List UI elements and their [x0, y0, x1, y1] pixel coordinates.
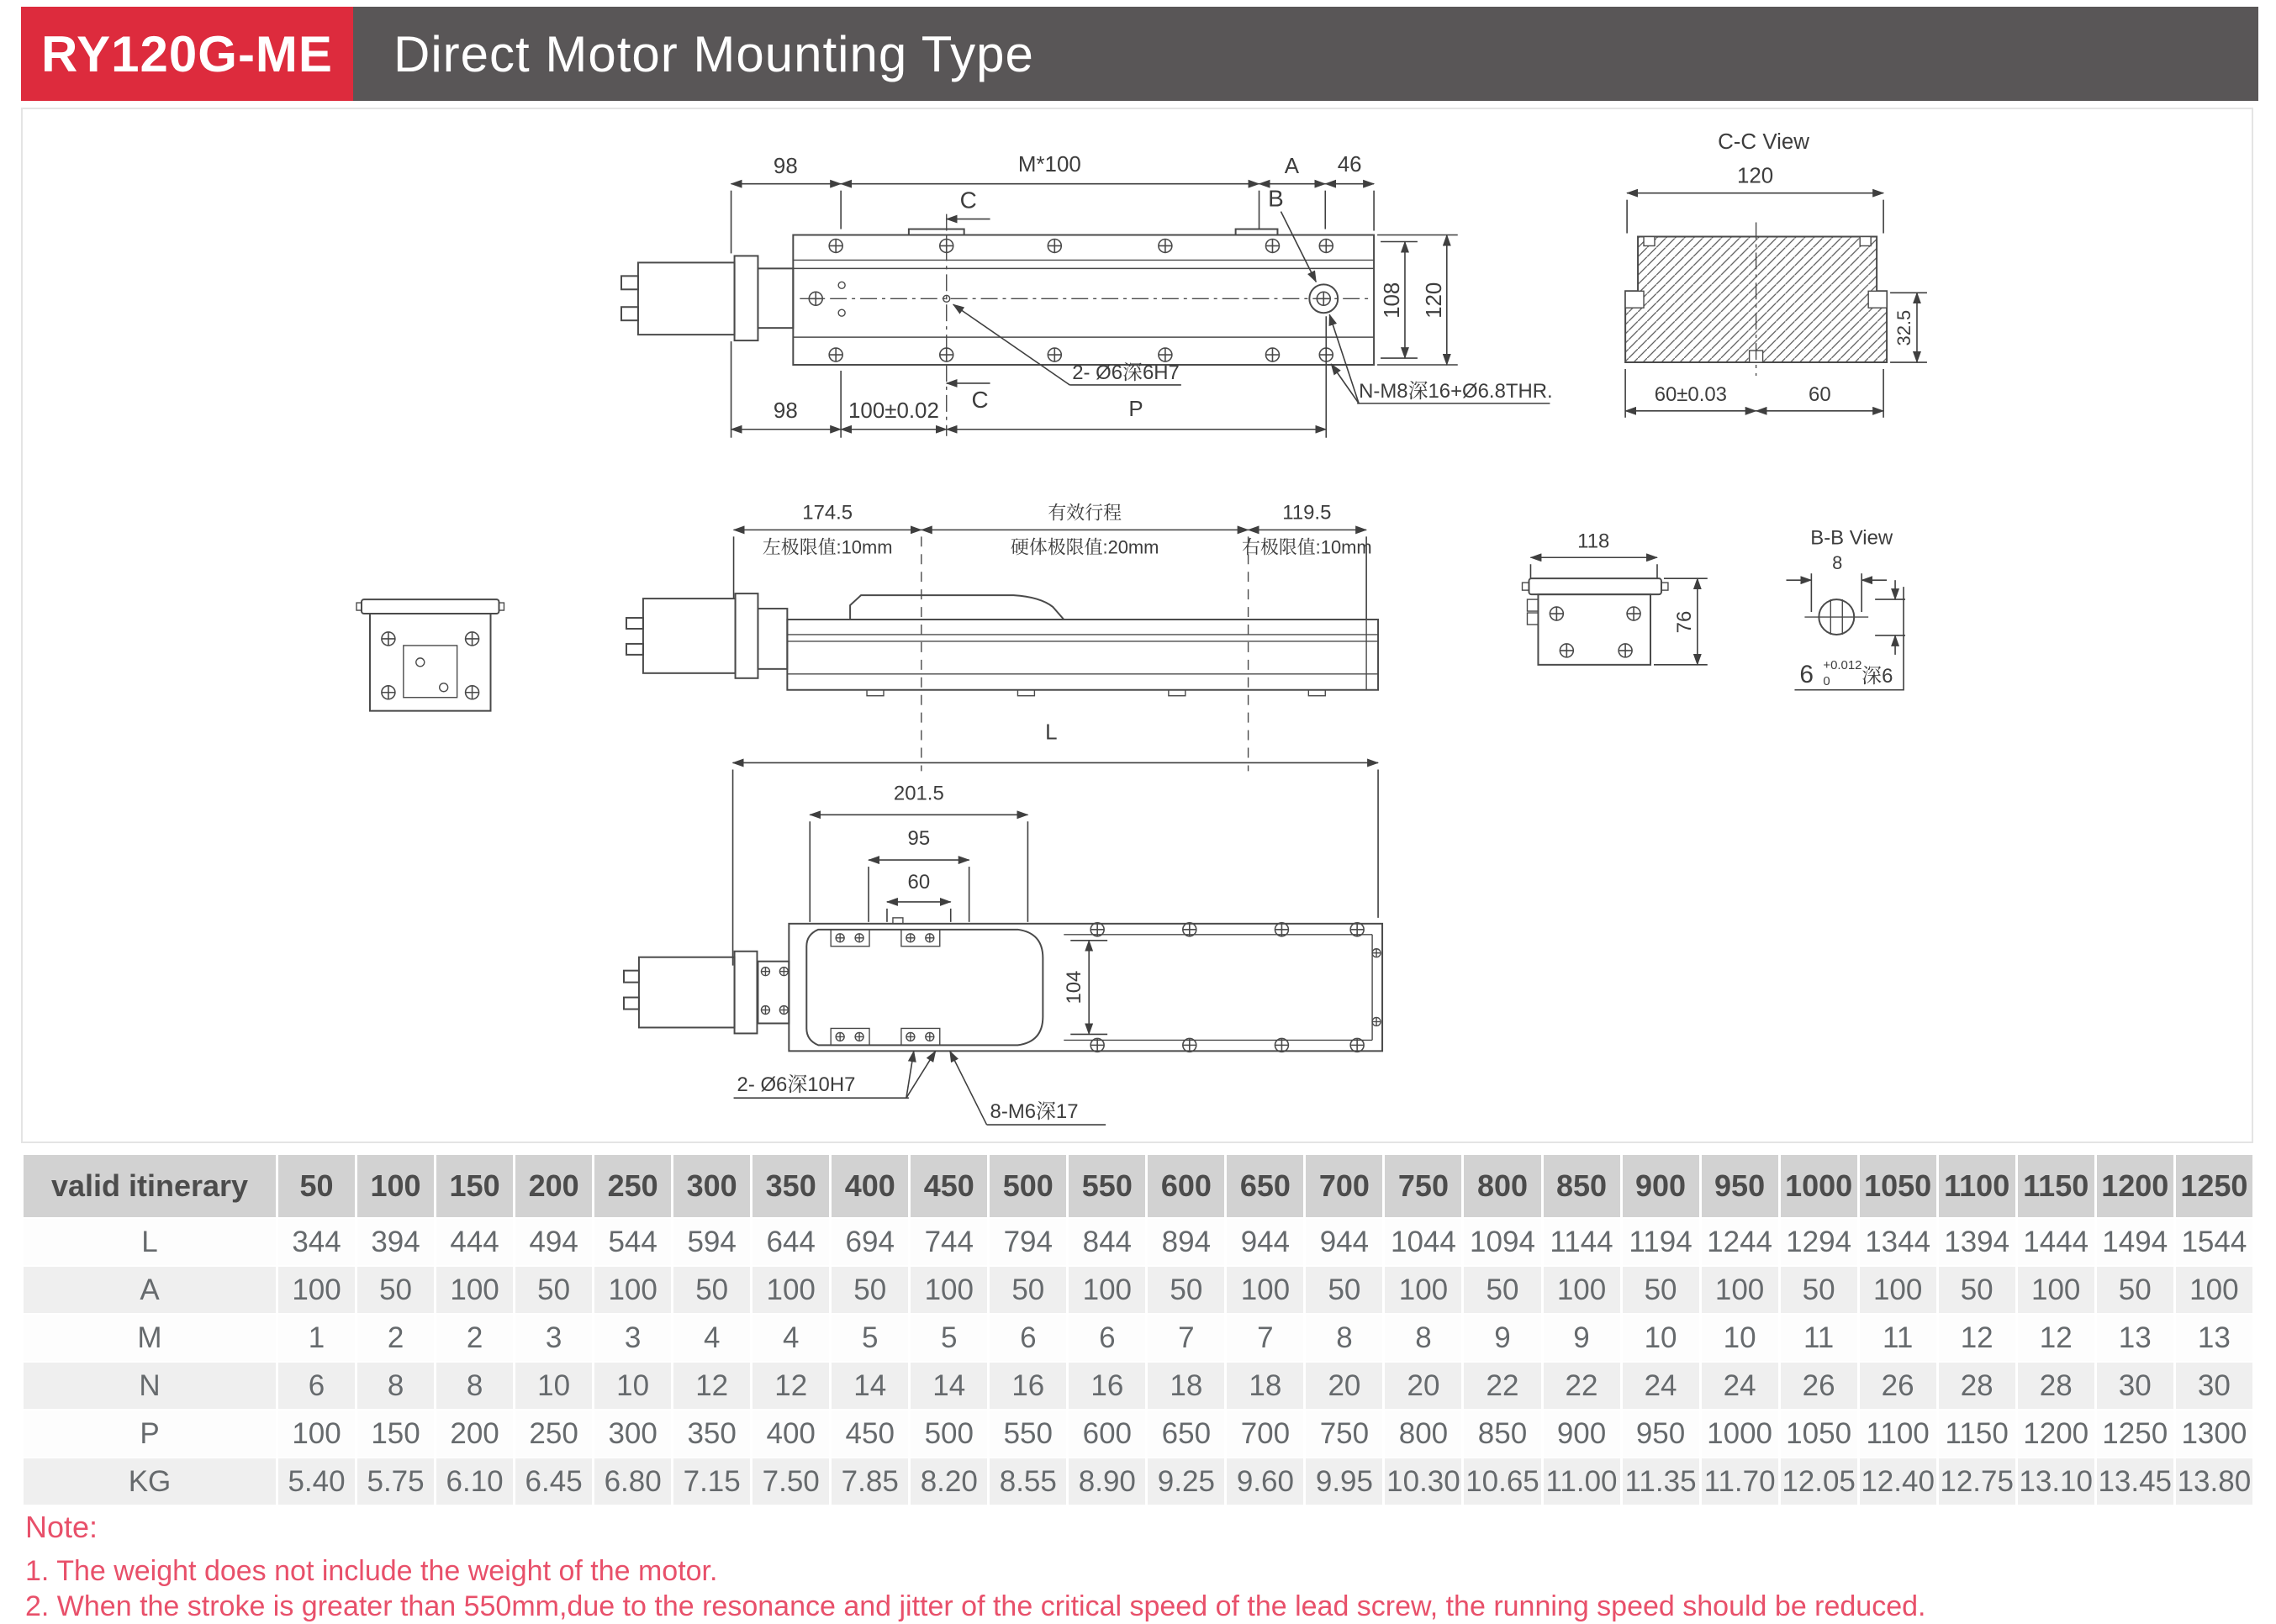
drawing-panel	[21, 108, 2253, 1143]
cell-value: 400	[753, 1410, 829, 1457]
cell-value: 6	[1069, 1315, 1145, 1361]
row-label: P	[24, 1410, 276, 1457]
cell-value: 13	[2097, 1315, 2173, 1361]
side-dim-174-5: 174.5	[802, 501, 853, 525]
col-header-stroke: 1000	[1781, 1155, 1857, 1217]
cell-value: 16	[1069, 1363, 1145, 1409]
cell-value: 8.20	[911, 1458, 987, 1505]
cell-value: 800	[1385, 1410, 1461, 1457]
cell-value: 10	[1702, 1315, 1778, 1361]
bb-dim-8: 8	[1832, 552, 1843, 574]
callout-thread-holes: N-M8深16+Ø6.8THR.	[1359, 379, 1553, 403]
side-view	[626, 501, 1378, 771]
cell-value: 18	[1148, 1363, 1224, 1409]
col-header-stroke: 100	[357, 1155, 434, 1217]
cell-value: 1200	[2018, 1410, 2094, 1457]
cell-value: 3	[594, 1315, 671, 1361]
right-end-view	[1523, 530, 1708, 665]
dim-100: 100±0.02	[848, 398, 939, 423]
cell-value: 13	[2176, 1315, 2252, 1361]
cell-value: 1050	[1781, 1410, 1857, 1457]
cell-value: 650	[1148, 1410, 1224, 1457]
bb-view-title: B-B View	[1810, 526, 1893, 550]
table-row	[24, 1315, 2252, 1361]
cell-value: 28	[1939, 1363, 2015, 1409]
cell-value: 28	[2018, 1363, 2094, 1409]
cell-value: 100	[1702, 1267, 1778, 1313]
dim-98-bottom: 98	[773, 398, 798, 423]
cell-value: 100	[1385, 1267, 1461, 1313]
cell-value: 344	[278, 1219, 355, 1265]
page-title: Direct Motor Mounting Type	[393, 25, 1034, 82]
col-header-stroke: 50	[278, 1155, 355, 1217]
cell-value: 13.80	[2176, 1458, 2252, 1505]
cell-value: 50	[1464, 1267, 1540, 1313]
cc-view	[1625, 130, 1927, 418]
cell-value: 894	[1148, 1219, 1224, 1265]
cell-value: 100	[1860, 1267, 1936, 1313]
cell-value: 100	[1069, 1267, 1145, 1313]
cell-value: 11	[1860, 1315, 1936, 1361]
cell-value: 2	[436, 1315, 513, 1361]
cell-value: 50	[990, 1267, 1066, 1313]
dim-46: 46	[1337, 152, 1362, 177]
table-row	[24, 1219, 2252, 1265]
cell-value: 350	[673, 1410, 750, 1457]
cell-value: 20	[1306, 1363, 1382, 1409]
cell-value: 20	[1385, 1363, 1461, 1409]
cell-value: 1394	[1939, 1219, 2015, 1265]
cell-value: 6.45	[515, 1458, 592, 1505]
cell-value: 50	[1781, 1267, 1857, 1313]
cc-dim-120: 120	[1736, 164, 1774, 188]
cell-value: 12.75	[1939, 1458, 2015, 1505]
dim-108: 108	[1380, 282, 1404, 319]
spec-table	[21, 1153, 2255, 1506]
cell-value: 944	[1306, 1219, 1382, 1265]
cell-value: 700	[1227, 1410, 1303, 1457]
cc-view-title: C-C View	[1718, 129, 1810, 154]
col-header-stroke: 600	[1148, 1155, 1224, 1217]
col-header-stroke: 250	[594, 1155, 671, 1217]
table-row	[24, 1267, 2252, 1313]
header	[21, 7, 2258, 101]
row-label: M	[24, 1315, 276, 1361]
cell-value: 550	[990, 1410, 1066, 1457]
col-header-stroke: 1200	[2097, 1155, 2173, 1217]
col-header-stroke: 500	[990, 1155, 1066, 1217]
notes-title: Note:	[25, 1510, 98, 1544]
cc-dim-60: 60	[1809, 382, 1831, 406]
cell-value: 22	[1544, 1363, 1620, 1409]
section-label-c-top: C	[959, 187, 977, 214]
cell-value: 10	[515, 1363, 592, 1409]
cell-value: 12	[2018, 1315, 2094, 1361]
end-dim-118: 118	[1577, 530, 1610, 553]
cell-value: 150	[357, 1410, 434, 1457]
table-row	[24, 1363, 2252, 1409]
cell-value: 100	[594, 1267, 671, 1313]
col-header-stroke: 350	[753, 1155, 829, 1217]
cell-value: 10.65	[1464, 1458, 1540, 1505]
cell-value: 30	[2097, 1363, 2173, 1409]
cell-value: 6	[278, 1363, 355, 1409]
cell-value: 7	[1148, 1315, 1224, 1361]
side-limit-right: 右极限值:10mm	[1242, 536, 1372, 558]
cell-value: 1544	[2176, 1219, 2252, 1265]
side-limit-left: 左极限值:10mm	[762, 536, 893, 558]
cell-value: 11	[1781, 1315, 1857, 1361]
cell-value: 694	[832, 1219, 908, 1265]
cell-value: 12.40	[1860, 1458, 1936, 1505]
bottom-view	[624, 721, 1382, 1126]
col-header-label: valid itinerary	[24, 1155, 276, 1217]
cell-value: 26	[1860, 1363, 1936, 1409]
cell-value: 11.70	[1702, 1458, 1778, 1505]
cell-value: 13.45	[2097, 1458, 2173, 1505]
cell-value: 1444	[2018, 1219, 2094, 1265]
cell-value: 7.50	[753, 1458, 829, 1505]
point-label-b: B	[1268, 185, 1284, 212]
col-header-stroke: 850	[1544, 1155, 1620, 1217]
col-header-stroke: 1050	[1860, 1155, 1936, 1217]
cell-value: 12	[753, 1363, 829, 1409]
cell-value: 7.15	[673, 1458, 750, 1505]
cell-value: 100	[436, 1267, 513, 1313]
bottom-dim-95: 95	[907, 827, 931, 851]
cell-value: 1494	[2097, 1219, 2173, 1265]
cell-value: 1000	[1702, 1410, 1778, 1457]
cell-value: 4	[753, 1315, 829, 1361]
col-header-stroke: 700	[1306, 1155, 1382, 1217]
col-header-stroke: 1250	[2176, 1155, 2252, 1217]
cell-value: 300	[594, 1410, 671, 1457]
cell-value: 9.95	[1306, 1458, 1382, 1505]
notes	[25, 1510, 1926, 1624]
cell-value: 1150	[1939, 1410, 2015, 1457]
cell-value: 50	[1306, 1267, 1382, 1313]
dim-98-top: 98	[773, 154, 798, 178]
cell-value: 9.60	[1227, 1458, 1303, 1505]
cell-value: 450	[832, 1410, 908, 1457]
col-header-stroke: 650	[1227, 1155, 1303, 1217]
model-badge: RY120G-ME	[21, 7, 353, 101]
cell-value: 1244	[1702, 1219, 1778, 1265]
cell-value: 394	[357, 1219, 434, 1265]
bottom-dim-104: 104	[1063, 970, 1086, 1004]
cell-value: 100	[2018, 1267, 2094, 1313]
technical-drawing	[23, 109, 2252, 1142]
cell-value: 100	[753, 1267, 829, 1313]
cell-value: 11.35	[1623, 1458, 1699, 1505]
cell-value: 18	[1227, 1363, 1303, 1409]
row-label: N	[24, 1363, 276, 1409]
bottom-callout-dowel: 2- Ø6深10H7	[737, 1073, 856, 1097]
cell-value: 1294	[1781, 1219, 1857, 1265]
cell-value: 9.25	[1148, 1458, 1224, 1505]
bb-depth: 深6	[1861, 664, 1893, 688]
cell-value: 100	[278, 1267, 355, 1313]
table-row	[24, 1458, 2252, 1505]
cell-value: 12	[1939, 1315, 2015, 1361]
side-hard-limit: 硬体极限值:20mm	[1010, 536, 1159, 558]
table-row	[24, 1410, 2252, 1457]
cell-value: 6.10	[436, 1458, 513, 1505]
cell-value: 9	[1544, 1315, 1620, 1361]
cell-value: 744	[911, 1219, 987, 1265]
cell-value: 50	[1623, 1267, 1699, 1313]
cell-value: 14	[911, 1363, 987, 1409]
cell-value: 22	[1464, 1363, 1540, 1409]
dim-p: P	[1128, 397, 1143, 421]
cell-value: 4	[673, 1315, 750, 1361]
cell-value: 50	[515, 1267, 592, 1313]
cell-value: 11.00	[1544, 1458, 1620, 1505]
cell-value: 100	[911, 1267, 987, 1313]
cell-value: 850	[1464, 1410, 1540, 1457]
cell-value: 1300	[2176, 1410, 2252, 1457]
bb-dim-6: 6	[1799, 660, 1814, 688]
cell-value: 8	[1306, 1315, 1382, 1361]
row-label: A	[24, 1267, 276, 1313]
cell-value: 2	[357, 1315, 434, 1361]
dim-120: 120	[1422, 282, 1446, 319]
cell-value: 844	[1069, 1219, 1145, 1265]
col-header-stroke: 300	[673, 1155, 750, 1217]
cell-value: 7.85	[832, 1458, 908, 1505]
cell-value: 8	[1385, 1315, 1461, 1361]
cell-value: 1044	[1385, 1219, 1461, 1265]
cell-value: 444	[436, 1219, 513, 1265]
cell-value: 8.90	[1069, 1458, 1145, 1505]
col-header-stroke: 150	[436, 1155, 513, 1217]
cell-value: 1094	[1464, 1219, 1540, 1265]
callout-dowel-holes: 2- Ø6深6H7	[1072, 361, 1180, 384]
row-label: KG	[24, 1458, 276, 1505]
cell-value: 7	[1227, 1315, 1303, 1361]
bottom-dim-201-5: 201.5	[893, 782, 944, 805]
cell-value: 3	[515, 1315, 592, 1361]
cell-value: 100	[278, 1410, 355, 1457]
cell-value: 6.80	[594, 1458, 671, 1505]
col-header-stroke: 1100	[1939, 1155, 2015, 1217]
cell-value: 24	[1702, 1363, 1778, 1409]
cell-value: 50	[673, 1267, 750, 1313]
cell-value: 794	[990, 1219, 1066, 1265]
side-dim-119-5: 119.5	[1282, 501, 1332, 525]
cell-value: 10	[594, 1363, 671, 1409]
spec-table-wrap	[21, 1153, 2255, 1506]
cell-value: 594	[673, 1219, 750, 1265]
cell-value: 24	[1623, 1363, 1699, 1409]
section-label-c-bottom: C	[971, 386, 989, 413]
cell-value: 5.40	[278, 1458, 355, 1505]
dim-a: A	[1284, 154, 1300, 178]
cell-value: 1250	[2097, 1410, 2173, 1457]
cell-value: 9	[1464, 1315, 1540, 1361]
note-line-1: 1. The weight does not include the weight of the motor.	[25, 1555, 718, 1587]
cell-value: 500	[911, 1410, 987, 1457]
cell-value: 50	[1939, 1267, 2015, 1313]
col-header-stroke: 450	[911, 1155, 987, 1217]
cell-value: 5	[832, 1315, 908, 1361]
cell-value: 950	[1623, 1410, 1699, 1457]
dim-m100: M*100	[1017, 152, 1081, 177]
col-header-stroke: 800	[1464, 1155, 1540, 1217]
cell-value: 750	[1306, 1410, 1382, 1457]
bb-tol-upper: +0.012	[1823, 657, 1862, 672]
cc-dim-32-5: 32.5	[1893, 309, 1915, 346]
cell-value: 8.55	[990, 1458, 1066, 1505]
cell-value: 1344	[1860, 1219, 1936, 1265]
cell-value: 10	[1623, 1315, 1699, 1361]
bottom-dim-60: 60	[907, 870, 931, 894]
col-header-stroke: 550	[1069, 1155, 1145, 1217]
col-header-stroke: 950	[1702, 1155, 1778, 1217]
cell-value: 1	[278, 1315, 355, 1361]
col-header-stroke: 400	[832, 1155, 908, 1217]
cell-value: 1144	[1544, 1219, 1620, 1265]
cell-value: 30	[2176, 1363, 2252, 1409]
col-header-stroke: 1150	[2018, 1155, 2094, 1217]
row-label: L	[24, 1219, 276, 1265]
side-stroke-label: 有效行程	[1048, 502, 1122, 524]
cell-value: 10.30	[1385, 1458, 1461, 1505]
bottom-callout-thread: 8-M6深17	[990, 1100, 1079, 1124]
cell-value: 1194	[1623, 1219, 1699, 1265]
end-dim-76: 76	[1672, 610, 1696, 634]
bb-tol-lower: 0	[1823, 673, 1830, 688]
cell-value: 12	[673, 1363, 750, 1409]
cell-value: 100	[1227, 1267, 1303, 1313]
cell-value: 8	[436, 1363, 513, 1409]
cc-dim-60tol: 60±0.03	[1654, 382, 1727, 406]
cell-value: 6	[990, 1315, 1066, 1361]
cell-value: 50	[2097, 1267, 2173, 1313]
col-header-stroke: 750	[1385, 1155, 1461, 1217]
col-header-stroke: 200	[515, 1155, 592, 1217]
cell-value: 14	[832, 1363, 908, 1409]
cell-value: 50	[1148, 1267, 1224, 1313]
bb-view	[1786, 526, 1905, 689]
cell-value: 100	[2176, 1267, 2252, 1313]
cell-value: 26	[1781, 1363, 1857, 1409]
left-end-view	[356, 599, 504, 711]
cell-value: 544	[594, 1219, 671, 1265]
cell-value: 644	[753, 1219, 829, 1265]
col-header-stroke: 900	[1623, 1155, 1699, 1217]
cell-value: 5.75	[357, 1458, 434, 1505]
cell-value: 494	[515, 1219, 592, 1265]
cell-value: 5	[911, 1315, 987, 1361]
cell-value: 250	[515, 1410, 592, 1457]
cell-value: 600	[1069, 1410, 1145, 1457]
cell-value: 100	[1544, 1267, 1620, 1313]
cell-value: 50	[357, 1267, 434, 1313]
cell-value: 50	[832, 1267, 908, 1313]
cell-value: 1100	[1860, 1410, 1936, 1457]
bottom-dim-l: L	[1045, 720, 1058, 745]
cell-value: 944	[1227, 1219, 1303, 1265]
cell-value: 200	[436, 1410, 513, 1457]
note-line-2: 2. When the stroke is greater than 550mm,due to the resonance and jitter of the critical speed of the lead screw, the running speed should be reduced.	[25, 1590, 1926, 1623]
cell-value: 12.05	[1781, 1458, 1857, 1505]
cell-value: 16	[990, 1363, 1066, 1409]
top-view	[621, 153, 1553, 438]
cell-value: 13.10	[2018, 1458, 2094, 1505]
cell-value: 900	[1544, 1410, 1620, 1457]
cell-value: 8	[357, 1363, 434, 1409]
